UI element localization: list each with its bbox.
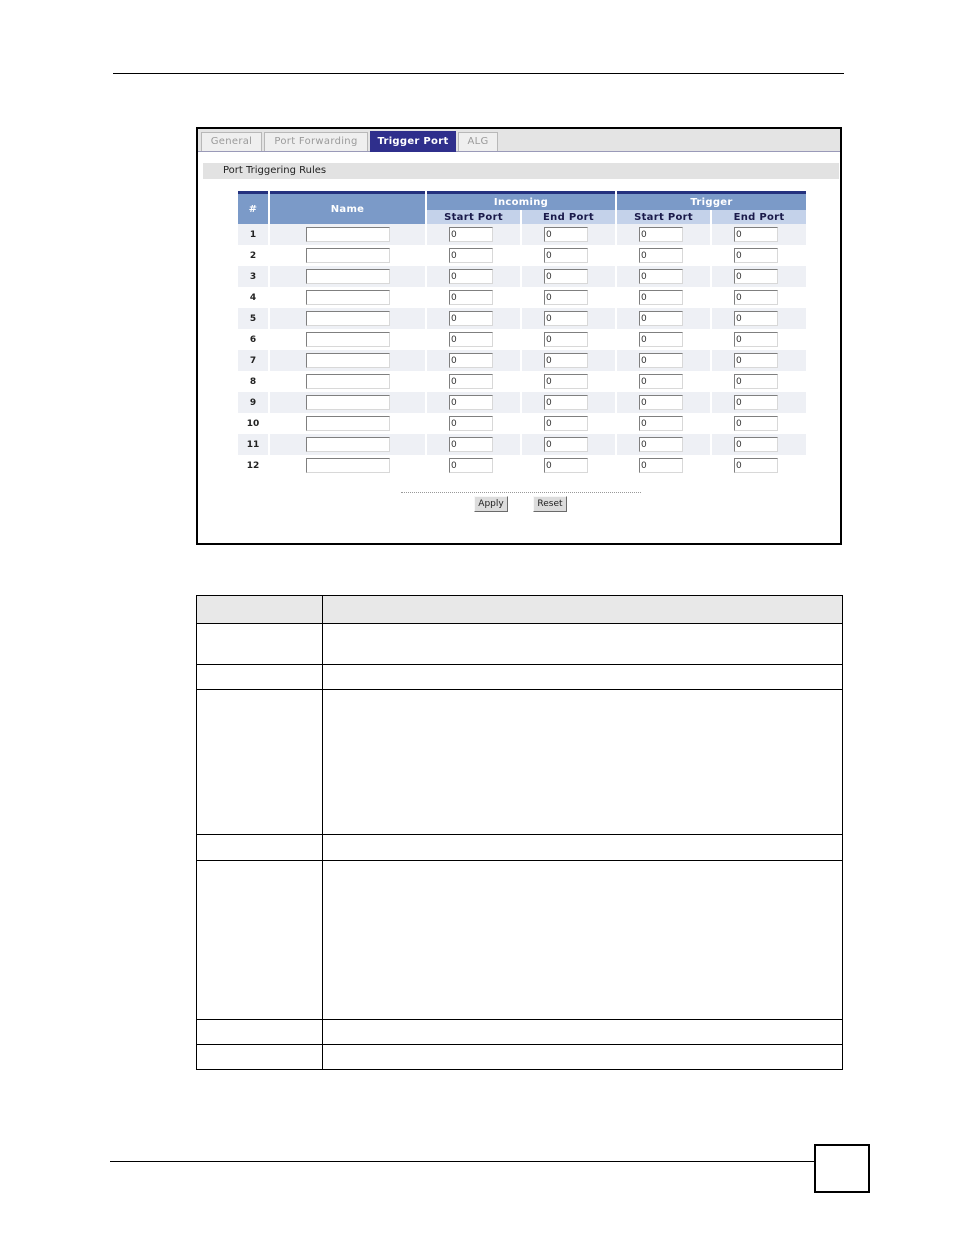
incoming-end-port-input[interactable] <box>544 353 588 368</box>
trigger-start-cell <box>617 266 710 287</box>
trigger-start-port-input[interactable] <box>639 374 683 389</box>
trigger-start-port-input[interactable] <box>639 458 683 473</box>
incoming-end-cell <box>522 413 615 434</box>
table-row <box>238 329 806 350</box>
table-row <box>238 392 806 413</box>
trigger-end-cell <box>712 392 806 413</box>
trigger-start-cell <box>617 392 710 413</box>
incoming-end-port-input[interactable] <box>544 332 588 347</box>
trigger-start-cell <box>617 308 710 329</box>
incoming-end-port-input[interactable] <box>544 269 588 284</box>
trigger-start-cell <box>617 224 710 245</box>
trigger-end-cell <box>712 287 806 308</box>
trigger-end-port-input[interactable] <box>734 269 778 284</box>
trigger-end-cell <box>712 434 806 455</box>
incoming-start-cell <box>427 350 520 371</box>
trigger-end-port-input[interactable] <box>734 290 778 305</box>
rule-name-input[interactable] <box>306 269 390 284</box>
col-header-incoming-end-port: End Port <box>522 210 615 224</box>
name-cell <box>270 392 425 413</box>
rule-name-input[interactable] <box>306 332 390 347</box>
trigger-end-cell <box>712 455 806 476</box>
row-number: 2 <box>238 245 268 266</box>
incoming-start-cell <box>427 455 520 476</box>
name-cell <box>270 224 425 245</box>
incoming-start-cell <box>427 224 520 245</box>
button-separator <box>401 492 641 493</box>
incoming-end-port-input[interactable] <box>544 290 588 305</box>
incoming-end-port-input[interactable] <box>544 374 588 389</box>
trigger-start-port-input[interactable] <box>639 437 683 452</box>
incoming-end-cell <box>522 434 615 455</box>
desc-table-row <box>197 1020 843 1045</box>
tab-bar <box>198 129 840 152</box>
trigger-start-cell <box>617 350 710 371</box>
page-number-box <box>814 1144 870 1193</box>
incoming-end-cell <box>522 224 615 245</box>
table-row <box>238 287 806 308</box>
rule-name-input[interactable] <box>306 416 390 431</box>
row-number: 5 <box>238 308 268 329</box>
row-number: 8 <box>238 371 268 392</box>
incoming-start-port-input[interactable] <box>449 395 493 410</box>
name-cell <box>270 287 425 308</box>
row-number: 10 <box>238 413 268 434</box>
trigger-end-port-input[interactable] <box>734 248 778 263</box>
incoming-start-port-input[interactable] <box>449 227 493 242</box>
incoming-start-port-input[interactable] <box>449 437 493 452</box>
incoming-end-port-input[interactable] <box>544 458 588 473</box>
incoming-start-cell <box>427 266 520 287</box>
incoming-end-cell <box>522 308 615 329</box>
incoming-end-port-input[interactable] <box>544 416 588 431</box>
header-rule <box>113 73 844 74</box>
incoming-end-cell <box>522 455 615 476</box>
incoming-start-cell <box>427 413 520 434</box>
trigger-end-port-input[interactable] <box>734 458 778 473</box>
col-header-trigger-start-port: Start Port <box>617 210 710 224</box>
trigger-start-port-input[interactable] <box>639 332 683 347</box>
incoming-end-port-input[interactable] <box>544 437 588 452</box>
trigger-end-port-input[interactable] <box>734 227 778 242</box>
reset-button[interactable]: Reset <box>533 496 567 512</box>
apply-button[interactable]: Apply <box>474 496 508 512</box>
name-cell <box>270 434 425 455</box>
table-row <box>238 266 806 287</box>
col-header-incoming-start-port: Start Port <box>427 210 520 224</box>
trigger-start-port-input[interactable] <box>639 290 683 305</box>
trigger-end-cell <box>712 266 806 287</box>
row-number: 3 <box>238 266 268 287</box>
incoming-start-port-input[interactable] <box>449 416 493 431</box>
trigger-start-cell <box>617 371 710 392</box>
row-number: 4 <box>238 287 268 308</box>
trigger-end-port-input[interactable] <box>734 437 778 452</box>
incoming-start-port-input[interactable] <box>449 248 493 263</box>
trigger-start-cell <box>617 329 710 350</box>
desc-table-row <box>197 1045 843 1070</box>
trigger-start-port-input[interactable] <box>639 311 683 326</box>
desc-header-description <box>323 596 843 624</box>
row-number: 12 <box>238 455 268 476</box>
trigger-start-port-input[interactable] <box>639 353 683 368</box>
table-row <box>238 245 806 266</box>
rule-name-input[interactable] <box>306 353 390 368</box>
incoming-end-cell <box>522 245 615 266</box>
trigger-end-cell <box>712 413 806 434</box>
incoming-end-port-input[interactable] <box>544 395 588 410</box>
group-header-trigger: Trigger <box>617 191 806 210</box>
name-cell <box>270 308 425 329</box>
trigger-end-cell <box>712 329 806 350</box>
table-row <box>238 224 806 245</box>
incoming-end-cell <box>522 392 615 413</box>
table-row <box>238 308 806 329</box>
incoming-start-cell <box>427 329 520 350</box>
field-description-table <box>196 595 843 1070</box>
incoming-start-port-input[interactable] <box>449 290 493 305</box>
incoming-start-cell <box>427 371 520 392</box>
incoming-start-cell <box>427 392 520 413</box>
trigger-end-port-input[interactable] <box>734 332 778 347</box>
trigger-start-port-input[interactable] <box>639 269 683 284</box>
incoming-end-port-input[interactable] <box>544 248 588 263</box>
name-cell <box>270 413 425 434</box>
port-triggering-rules-table <box>236 191 808 476</box>
row-number: 1 <box>238 224 268 245</box>
rule-name-input[interactable] <box>306 458 390 473</box>
trigger-start-cell <box>617 245 710 266</box>
incoming-start-cell <box>427 287 520 308</box>
name-cell <box>270 266 425 287</box>
name-cell <box>270 455 425 476</box>
trigger-start-cell <box>617 434 710 455</box>
table-row <box>238 350 806 371</box>
trigger-end-cell <box>712 308 806 329</box>
rule-name-input[interactable] <box>306 311 390 326</box>
trigger-end-port-input[interactable] <box>734 374 778 389</box>
incoming-start-cell <box>427 434 520 455</box>
desc-table-row <box>197 665 843 690</box>
desc-table-row <box>197 624 843 665</box>
trigger-end-port-input[interactable] <box>734 416 778 431</box>
trigger-end-port-input[interactable] <box>734 395 778 410</box>
incoming-end-cell <box>522 329 615 350</box>
desc-table-row <box>197 690 843 835</box>
table-row <box>238 455 806 476</box>
rule-name-input[interactable] <box>306 290 390 305</box>
rule-name-input[interactable] <box>306 248 390 263</box>
incoming-end-cell <box>522 287 615 308</box>
row-number: 9 <box>238 392 268 413</box>
trigger-end-port-input[interactable] <box>734 311 778 326</box>
footer-rule <box>110 1161 815 1162</box>
incoming-end-cell <box>522 350 615 371</box>
trigger-end-cell <box>712 224 806 245</box>
incoming-end-port-input[interactable] <box>544 311 588 326</box>
incoming-start-port-input[interactable] <box>449 332 493 347</box>
rule-name-input[interactable] <box>306 374 390 389</box>
incoming-start-port-input[interactable] <box>449 269 493 284</box>
incoming-start-port-input[interactable] <box>449 374 493 389</box>
tab-alg[interactable]: ALG <box>458 132 498 151</box>
desc-table-header-row <box>197 596 843 624</box>
incoming-start-cell <box>427 308 520 329</box>
name-cell <box>270 371 425 392</box>
incoming-end-port-input[interactable] <box>544 227 588 242</box>
desc-header-label <box>197 596 323 624</box>
trigger-start-cell <box>617 287 710 308</box>
table-row <box>238 413 806 434</box>
incoming-start-port-input[interactable] <box>449 458 493 473</box>
col-header-num: # <box>238 191 268 224</box>
row-number: 7 <box>238 350 268 371</box>
rule-name-input[interactable] <box>306 227 390 242</box>
tab-port-forwarding[interactable]: Port Forwarding <box>264 132 368 151</box>
name-cell <box>270 245 425 266</box>
rule-name-input[interactable] <box>306 395 390 410</box>
tab-general[interactable]: General <box>201 132 262 151</box>
incoming-start-port-input[interactable] <box>449 353 493 368</box>
trigger-start-cell <box>617 455 710 476</box>
name-cell <box>270 329 425 350</box>
col-header-name: Name <box>270 191 425 224</box>
row-number: 6 <box>238 329 268 350</box>
desc-table-row <box>197 835 843 861</box>
tab-trigger-port[interactable]: Trigger Port <box>370 131 456 152</box>
trigger-end-port-input[interactable] <box>734 353 778 368</box>
name-cell <box>270 350 425 371</box>
incoming-end-cell <box>522 371 615 392</box>
trigger-end-cell <box>712 350 806 371</box>
group-header-incoming: Incoming <box>427 191 615 210</box>
section-title: Port Triggering Rules <box>203 163 839 179</box>
trigger-start-port-input[interactable] <box>639 416 683 431</box>
trigger-end-cell <box>712 245 806 266</box>
incoming-start-cell <box>427 245 520 266</box>
row-number: 11 <box>238 434 268 455</box>
incoming-end-cell <box>522 266 615 287</box>
rule-name-input[interactable] <box>306 437 390 452</box>
trigger-start-port-input[interactable] <box>639 395 683 410</box>
desc-table-row <box>197 861 843 1020</box>
table-row <box>238 434 806 455</box>
trigger-end-cell <box>712 371 806 392</box>
incoming-start-port-input[interactable] <box>449 311 493 326</box>
trigger-start-port-input[interactable] <box>639 248 683 263</box>
trigger-start-port-input[interactable] <box>639 227 683 242</box>
col-header-trigger-end-port: End Port <box>712 210 806 224</box>
port-trigger-screen <box>196 127 842 545</box>
trigger-start-cell <box>617 413 710 434</box>
table-row <box>238 371 806 392</box>
